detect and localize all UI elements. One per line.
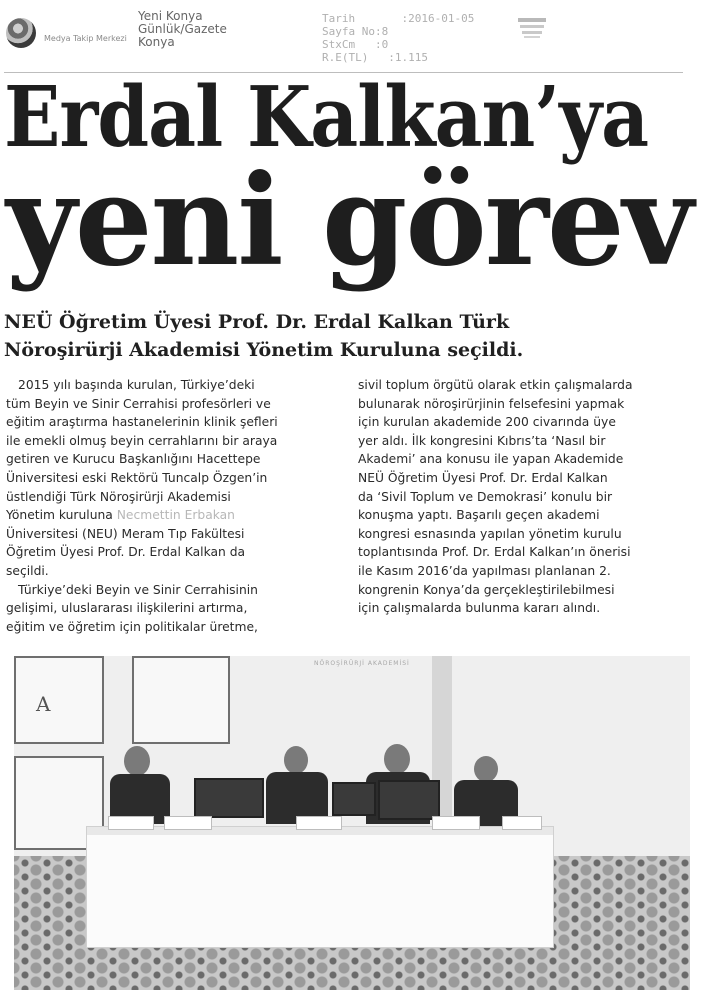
body-line: üstlendiği Türk Nöroşirürji Akademisi bbox=[6, 489, 231, 504]
body-line: Türkiye’deki Beyin ve Sinir Cerrahisinin bbox=[18, 582, 258, 597]
name-plate bbox=[502, 816, 542, 830]
body-line: eğitim ve öğretim için politikalar üretme, bbox=[6, 619, 258, 634]
body-line: bulunarak nöroşirürjinin felsefesini yapmak bbox=[358, 396, 625, 411]
faded-university-name: Necmettin Erbakan bbox=[116, 508, 235, 523]
name-plate bbox=[296, 816, 342, 830]
meta-stxcm: StxCm :0 bbox=[322, 38, 389, 51]
body-line: ile emekli olmuş beyin cerrahlarını bir araya bbox=[6, 433, 278, 448]
headline-line-1: Erdal Kalkan’ya bbox=[4, 70, 649, 167]
clipping-meta bbox=[322, 12, 474, 64]
body-line: Üniversitesi eski Rektörü Tuncalp Özgen’in bbox=[6, 470, 268, 485]
photo-wall-letter: A bbox=[36, 692, 51, 716]
body-text: Yönetim kuruluna bbox=[6, 508, 113, 523]
body-line: için çalışmalarda bulunma kararı alındı. bbox=[358, 601, 601, 616]
name-plate bbox=[432, 816, 480, 830]
headline-line-2: yeni görev bbox=[6, 146, 692, 294]
meta-page: Sayfa No:8 bbox=[322, 25, 389, 38]
panelist-head bbox=[124, 746, 150, 776]
body-line: konuşma yaptı. Başarılı geçen akademi bbox=[358, 508, 600, 523]
body-line: 2015 yılı başında kurulan, Türkiye’deki bbox=[18, 378, 255, 392]
subheadline bbox=[4, 308, 704, 364]
panelist-head bbox=[284, 746, 308, 774]
desk-monitor bbox=[194, 778, 264, 818]
body-line-with-highlight bbox=[6, 506, 342, 525]
publication-name: Yeni Konya bbox=[138, 9, 203, 23]
article-column-2 bbox=[358, 376, 692, 618]
clipping-stamp bbox=[516, 16, 548, 42]
conference-table bbox=[86, 826, 554, 948]
body-line: NEÜ Öğretim Üyesi Prof. Dr. Erdal Kalkan bbox=[358, 470, 608, 485]
body-line: sivil toplum örgütü olarak etkin çalışmalarda bbox=[358, 378, 633, 392]
wall-panel bbox=[132, 656, 230, 744]
desk-monitor bbox=[332, 782, 376, 816]
body-line: yer aldı. İlk kongresini Kıbrıs’ta ‘Nasıl bir bbox=[358, 433, 606, 448]
photo-banner-text: NÖROŞİRÜRJİ AKADEMİSİ bbox=[314, 660, 410, 667]
publication-type: Günlük/Gazete bbox=[138, 22, 227, 36]
body-line: eğitim araştırma hastanelerinin klinik şefleri bbox=[6, 415, 278, 430]
stamp-mark bbox=[516, 16, 548, 40]
body-line: kongresi esnasında yapılan yönetim kurulu bbox=[358, 526, 622, 541]
name-plate bbox=[164, 816, 212, 830]
meta-ad-value: R.E(TL) :1.115 bbox=[322, 51, 428, 64]
body-line: tüm Beyin ve Sinir Cerrahisi profesörleri ve bbox=[6, 396, 271, 411]
wall-panel bbox=[14, 656, 104, 744]
body-line: Üniversitesi (NEU) Meram Tıp Fakültesi bbox=[6, 526, 245, 541]
body-line: Öğretim Üyesi Prof. Dr. Erdal Kalkan da bbox=[6, 545, 246, 560]
body-line: kongrenin Konya’da gerçekleştirilebilmesi bbox=[358, 582, 615, 597]
body-line: gelişimi, uluslararası ilişkilerini artırma, bbox=[6, 601, 248, 616]
body-line: toplantısında Prof. Dr. Erdal Kalkan’ın önerisi bbox=[358, 545, 631, 560]
desk-monitor bbox=[378, 780, 440, 820]
body-line: ile Kasım 2016’da yapılması planlanan 2. bbox=[358, 563, 611, 578]
publication-info bbox=[138, 10, 227, 49]
agency-logo bbox=[6, 18, 36, 48]
panelist-head bbox=[384, 744, 410, 774]
agency-name: Medya Takip Merkezi bbox=[44, 34, 127, 43]
subheadline-line-1: NEÜ Öğretim Üyesi Prof. Dr. Erdal Kalkan Türk bbox=[4, 311, 510, 333]
panelist-head bbox=[474, 756, 498, 782]
body-line: seçildi. bbox=[6, 563, 49, 578]
article-photo bbox=[14, 656, 690, 990]
body-line: Akademi’ ana konusu ile yapan Akademide bbox=[358, 452, 624, 467]
body-line: için kurulan akademide 200 civarında üye bbox=[358, 415, 616, 430]
body-line: getiren ve Kurucu Başkanlığını Hacettepe bbox=[6, 452, 261, 467]
publication-city: Konya bbox=[138, 35, 175, 49]
subheadline-line-2: Nöroşirürji Akademisi Yönetim Kuruluna seçildi. bbox=[4, 339, 524, 361]
name-plate bbox=[108, 816, 154, 830]
article-column-1 bbox=[6, 376, 342, 636]
meta-date: Tarih :2016-01-05 bbox=[322, 12, 475, 25]
body-line: da ‘Sivil Toplum ve Demokrasi’ konulu bir bbox=[358, 489, 613, 504]
